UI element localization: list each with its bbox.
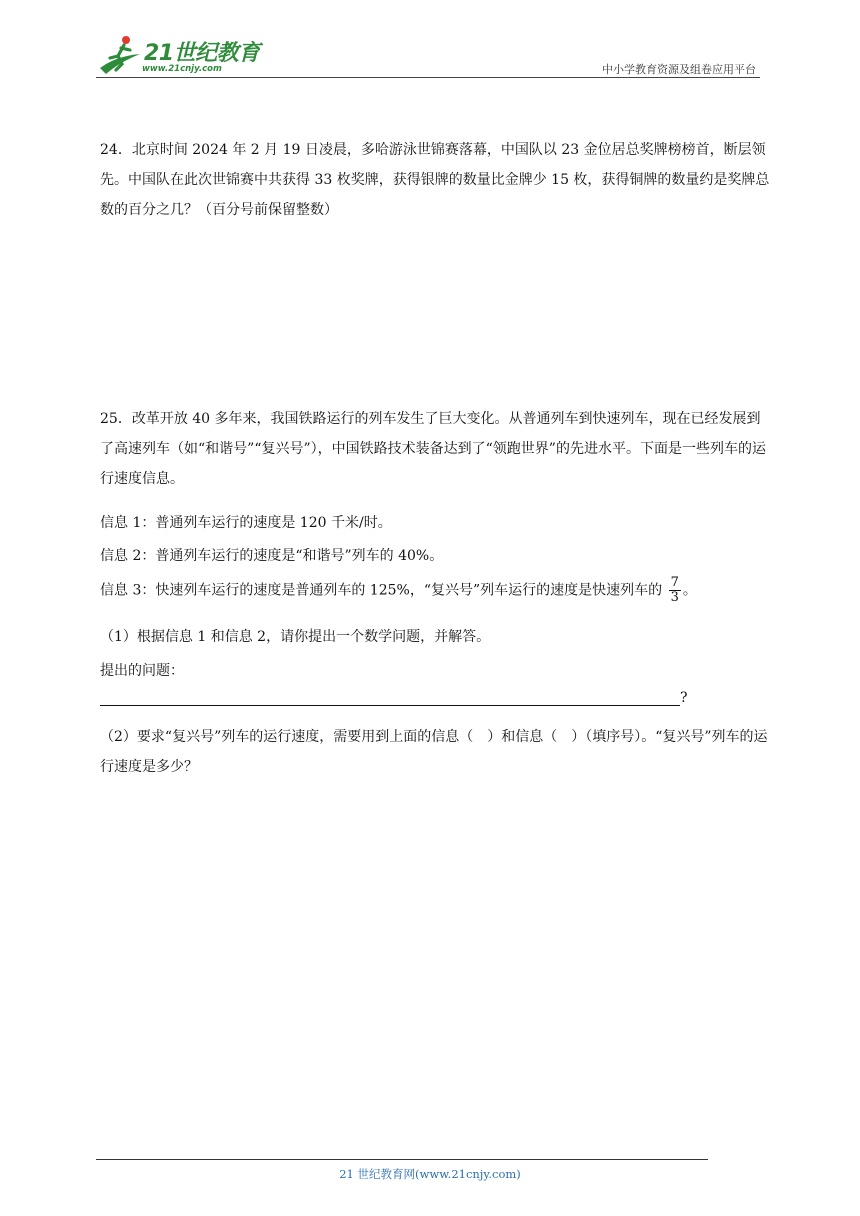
site-logo [96,34,266,78]
header-platform-name: 中小学教育资源及组卷应用平台 [602,63,756,76]
fraction-7-3 [669,576,681,605]
info-1: 信息 1：普通列车运行的速度是 120 千米/时。 [100,515,392,531]
page-header [96,34,760,78]
footer-text: 21 世纪教育网(www.21cnjy.com) [339,1167,521,1181]
part-2: （2）要求“复兴号”列车的运行速度，需要用到上面的信息（ ）和信息（ ）（填序号）。“复兴号”列车的运行速度是多少？ [100,729,768,775]
fraction-numerator: 7 [670,575,679,590]
question-25-intro: 25．改革开放 40 多年来，我国铁路运行的列车发生了巨大变化。从普通列车到快速列车，现在已经发展到了高速列车（如“和谐号”“复兴号”），中国铁路技术装备达到了“领跑世界”的先进水平。下面是一些列车的运行速度信息。 [100,411,766,487]
footer-divider [96,1159,708,1160]
logo-url: www.21cnjy.com [142,64,222,74]
part-1: （1）根据信息 1 和信息 2，请你提出一个数学问题，并解答。 [100,629,491,645]
info-3 [100,576,697,605]
header-divider [96,77,760,78]
question-label: 提出的问题： [100,663,184,679]
blank-question-mark: ? [680,690,688,706]
info-3-text: 信息 3：快速列车运行的速度是普通列车的 125%，“复兴号”列车运行的速度是快速列车的 [100,582,663,599]
logo-text: 21世纪教育 [144,41,260,66]
answer-blank-line [100,690,688,706]
answer-blank[interactable] [100,691,680,706]
info-3-end: 。 [682,582,697,599]
info-2: 信息 2：普通列车运行的速度是“和谐号”列车的 40%。 [100,548,444,564]
fraction-denominator: 3 [670,590,679,605]
question-24: 24．北京时间 2024 年 2 月 19 日凌晨，多哈游泳世锦赛落幕，中国队以 23 金位居总奖牌榜榜首，断层领先。中国队在此次世锦赛中共获得 33 枚奖牌，获得银牌的数量比金牌少 15 枚，获得铜牌的数量约是奖牌总数的百分之几？（百分号前保留整数） [100,142,770,218]
runner-logo-icon [96,34,142,76]
